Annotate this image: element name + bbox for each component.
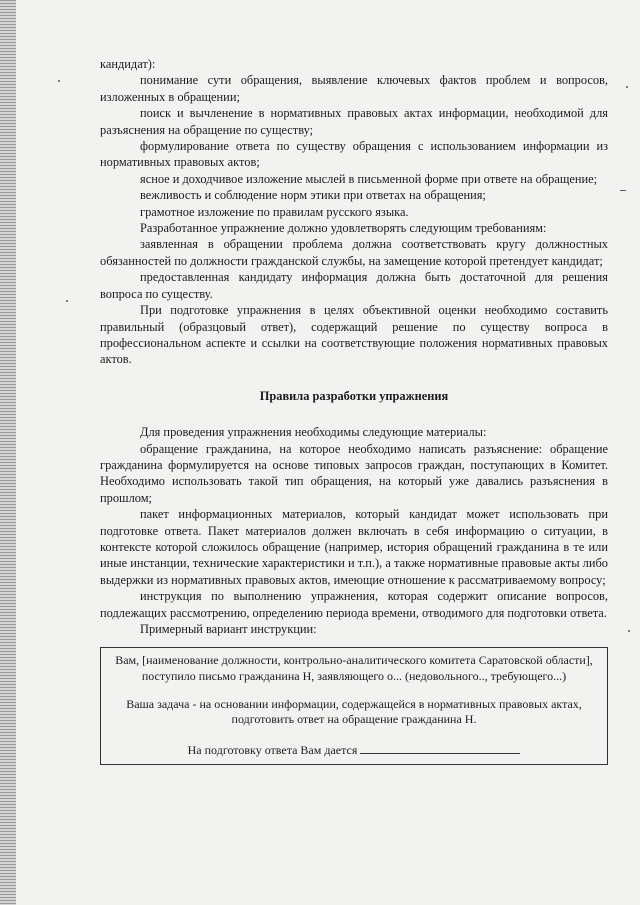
paragraph: обращение гражданина, на которое необходимо написать разъяснение: обращение гражданина формулируется на основе типовых запросов граждан, поступающих в Комитет. Необходимо использовать такой тип обращения, на который уже давались разъяснения в прошлом; [100,441,608,505]
instruction-box [100,647,608,765]
paragraph: поиск и вычленение в нормативных правовых актах информации, необходимой для разъяснения на обращение по существу; [100,106,608,137]
deadline-blank-field [360,742,520,754]
instruction-line-1: Вам, [наименование должности, контрольно-аналитического комитета Саратовской области], поступило письмо гражданина Н, заявляющего о... (недовольного.., требующего...) [115,653,593,683]
document-page [100,56,608,765]
paragraph: ясное и доходчивое изложение мыслей в письменной форме при ответе на обращение; [140,171,598,186]
paragraph: формулирование ответа по существу обращения с использованием информации из нормативных правовых актов; [100,139,608,170]
scan-speck [620,190,626,191]
top-section [100,56,608,368]
paragraph: Разработанное упражнение должно удовлетворять следующим требованиям: [140,221,547,236]
paragraph: понимание сути обращения, выявление ключевых фактов проблем и вопросов, изложенных в обращении; [100,73,608,104]
instruction-line-2: Ваша задача - на основании информации, содержащейся в нормативных правовых актах, подготовить ответ на обращение гражданина Н. [126,696,582,727]
paragraph: вежливость и соблюдение норм этики при ответах на обращения; [140,188,486,203]
scan-speck [626,86,628,88]
paragraph: инструкция по выполнению упражнения, которая содержит описание вопросов, подлежащих рассмотрению, определению периода времени, отводимого для подготовки ответа. [100,589,608,620]
scan-speck [58,80,60,82]
paragraph: пакет информационных материалов, который кандидат может использовать при подготовке ответа. Пакет материалов должен включать в себя информацию о ситуации, в контексте которой сложилось обращение (например, история обращений гражданина в те или иные инстанции, технические характеристики и т.п.), а также нормативные правовые акты либо выдержки из нормативных правовых актов, имеющие отношение к рассматриваемому вопросу; [100,507,608,587]
scan-speck [66,300,68,302]
paragraph: При подготовке упражнения в целях объективной оценки необходимо составить правильный (образцовый ответ), содержащий решение по существу вопроса в профессиональном аспекте и ссылки на соответствующие положения нормативных правовых актов. [100,303,608,367]
deadline-line [109,742,599,759]
section-heading: Правила разработки упражнения [259,388,449,403]
paragraph: предоставленная кандидату информация должна быть достаточной для решения вопроса по существу. [100,270,608,301]
deadline-label: На подготовку ответа Вам дается [187,742,358,757]
scan-edge-artifact [0,0,16,905]
bottom-section [100,424,608,637]
paragraph: заявленная в обращении проблема должна соответствовать кругу должностных обязанностей по должности гражданской службы, на замещение которой претендует кандидат; [100,237,608,268]
paragraph: кандидат): [100,57,156,71]
scan-speck [628,630,630,632]
paragraph: грамотное изложение по правилам русского языка. [140,204,409,219]
paragraph: Примерный вариант инструкции: [140,622,317,636]
paragraph: Для проведения упражнения необходимы следующие материалы: [140,425,487,440]
